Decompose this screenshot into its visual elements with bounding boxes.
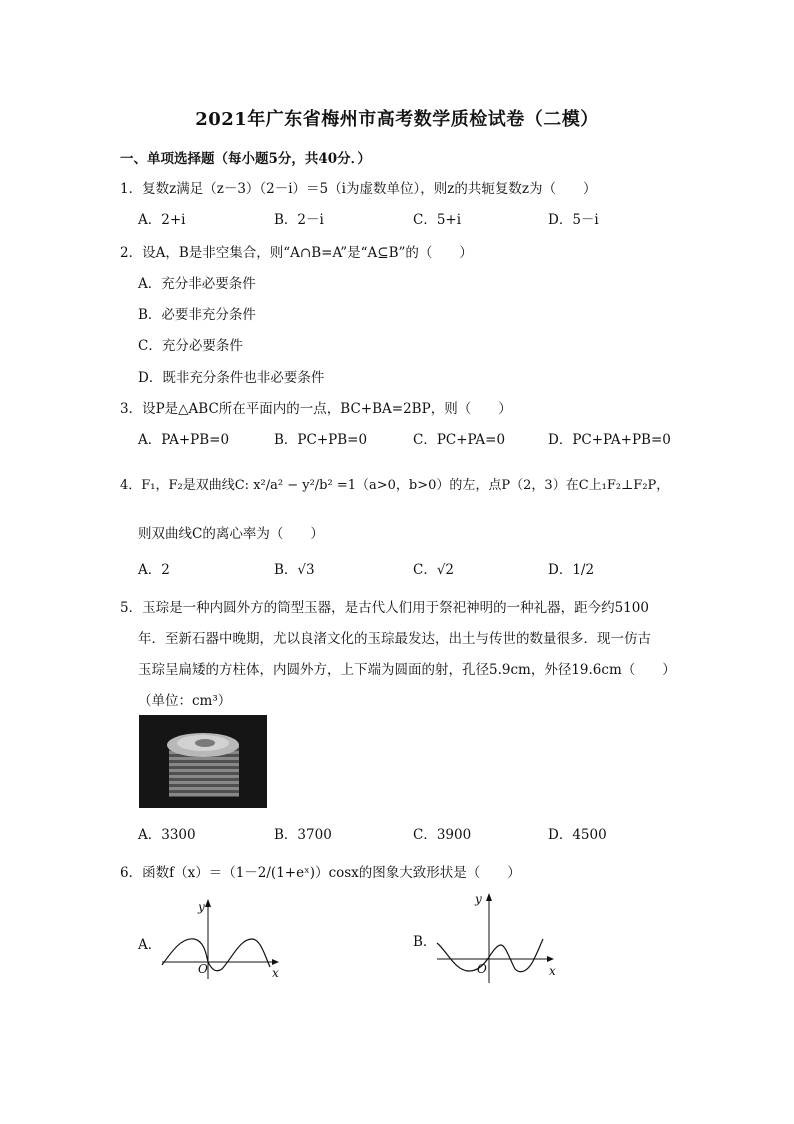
q6-option-a-label: A． xyxy=(138,937,162,953)
q5-option-a: A．3300 xyxy=(138,827,196,843)
graph-a-y-label: y xyxy=(198,900,205,914)
question-1-stem: 1．复数z满足（z－3）（2－i）＝5（i为虚数单位），则z的共轭复数z为（ ） xyxy=(120,181,597,197)
q2-option-c: C．充分必要条件 xyxy=(138,338,243,354)
q6-graph-b xyxy=(435,885,565,985)
q5-option-d: D．4500 xyxy=(548,827,607,843)
q4-option-a: A．2 xyxy=(138,562,170,578)
q3-option-d: D．PC+PA+PB=0 xyxy=(548,432,671,448)
question-3-stem: 3．设P是△ABC所在平面内的一点，BC+BA=2BP，则（ ） xyxy=(120,401,512,417)
graph-a-origin-label: O xyxy=(198,962,208,976)
question-2-stem: 2．设A，B是非空集合，则“A∩B=A”是“A⊆B”的（ ） xyxy=(120,245,473,261)
q1-option-b: B．2－i xyxy=(274,212,324,228)
graph-b-y-label: y xyxy=(475,892,482,906)
q1-option-a: A．2+i xyxy=(138,212,186,228)
question-5-line2: 年．至新石器中晚期，尤以良渚文化的玉琮最发达，出土与传世的数量很多．现一仿古 xyxy=(138,631,651,647)
q4-option-c: C．√2 xyxy=(413,562,455,578)
q2-option-d: D．既非充分条件也非必要条件 xyxy=(138,370,325,386)
q3-option-a: A．PA+PB=0 xyxy=(138,432,230,448)
q6-option-b-label: B． xyxy=(413,934,437,950)
graph-a-x-label: x xyxy=(272,966,279,980)
jade-cong-photo xyxy=(139,715,267,808)
q5-option-c: C．3900 xyxy=(413,827,472,843)
question-5-line1: 5．玉琮是一种内圆外方的筒型玉器，是古代人们用于祭祀神明的一种礼器，距今约5100 xyxy=(120,600,649,616)
section-heading: 一、单项选择题（每小题5分，共40分．） xyxy=(120,151,371,167)
q4-option-d: D．1/2 xyxy=(548,562,595,578)
page-title: 2021年广东省梅州市高考数学质检试卷（二模） xyxy=(195,109,599,130)
q5-option-b: B．3700 xyxy=(274,827,332,843)
q6-graph-a xyxy=(160,895,285,980)
question-5-line4: （单位：cm³） xyxy=(138,693,232,709)
question-4-stem-line2: 则双曲线C的离心率为（ ） xyxy=(138,526,324,542)
question-5-line3: 玉琮呈扁矮的方柱体，内圆外方，上下端为圆面的射，孔径5.9cm，外径19.6cm（ ） xyxy=(138,662,676,678)
q1-option-c: C．5+i xyxy=(413,212,462,228)
q4-option-b: B．√3 xyxy=(274,562,315,578)
q1-option-d: D．5－i xyxy=(548,212,599,228)
q2-option-a: A．充分非必要条件 xyxy=(138,276,256,292)
question-6-stem: 6．函数f（x）＝（1－2/(1+eˣ)）cosx的图象大致形状是（ ） xyxy=(120,865,521,881)
q3-option-b: B．PC+PB=0 xyxy=(274,432,368,448)
question-4-stem-line1: 4．F₁，F₂是双曲线C: x²/a² − y²/b² =1（a>0，b>0）的左，点P（2，3）在C上₁F₂⊥F₂P， xyxy=(120,478,670,493)
graph-b-origin-label: O xyxy=(477,962,487,976)
q2-option-b: B．必要非充分条件 xyxy=(138,307,256,323)
graph-b-x-label: x xyxy=(549,964,556,978)
q3-option-c: C．PC+PA=0 xyxy=(413,432,506,448)
